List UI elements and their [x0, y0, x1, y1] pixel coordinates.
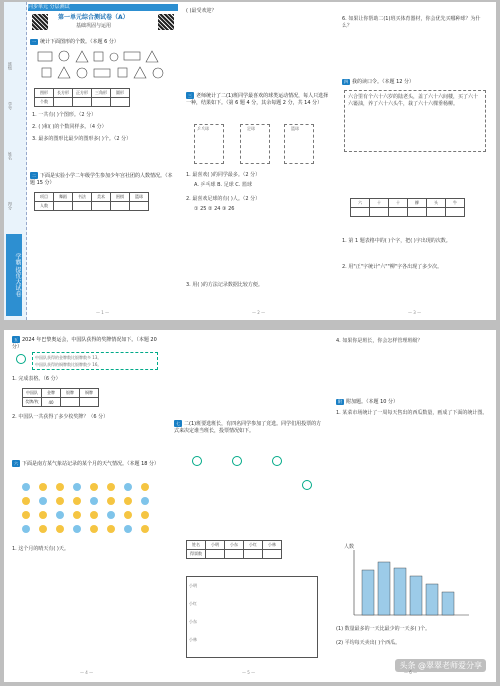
section-4-title: 六 下面是南方某气象站记录的某个月的天气情况。（本题 18 分） — [14, 461, 160, 467]
side-label-id: 学号 — [8, 102, 13, 110]
bottom-column-2 — [172, 330, 328, 682]
page-number-3: — 3 — — [408, 310, 422, 315]
extra-question-3: (2) 平均每天卖出( )个西瓜。 — [336, 640, 401, 646]
mid-question: ( )最受欢迎？ — [186, 8, 217, 14]
mid-question-2-options: ① 25 ② 24 ③ 26 — [194, 206, 235, 212]
weather-icon — [141, 497, 149, 505]
page-number-4: — 4 — — [80, 670, 94, 675]
top-column-1 — [28, 2, 178, 320]
watermark: 头条 @翠翠老师爱分享 — [395, 659, 486, 672]
weather-icon — [90, 511, 98, 519]
question-1: 1. 一共有( )个图形。（2 分） — [32, 112, 97, 118]
extra-question: 1. 某菜市场统计了一周每天售出的西瓜数量，画成了下面的统计图。 — [336, 410, 488, 416]
bottom-column-3 — [334, 330, 490, 682]
weather-icon — [107, 497, 115, 505]
question-3: 3. 最多的图形比最少的图形多( )个。（2 分） — [32, 136, 132, 142]
weather-icon — [56, 525, 64, 533]
weather-icon — [124, 497, 132, 505]
page-number-1: — 1 — — [96, 310, 110, 315]
top-column-3 — [340, 2, 492, 320]
bottom-exam-sheet — [4, 330, 496, 682]
fill-question: 1. 完成表格。（6 分） — [12, 376, 61, 382]
shapes-figure — [34, 48, 174, 84]
section-3-title: 五 2024 年巴黎奥运会，中国队获得的奖牌情况如下。（本题 20 分） — [12, 337, 157, 350]
weather-icon — [56, 511, 64, 519]
weather-icon — [90, 497, 98, 505]
extra-question-2: (1) 数量最多的一天比最少的一天多( )个。 — [336, 626, 431, 632]
tongue-twister-box — [344, 90, 486, 152]
page-number-5: — 5 — — [242, 670, 256, 675]
side-label-class: 班级 — [8, 62, 13, 70]
section-1-text: 统计下面图形的个数。（本题 6 分） — [40, 39, 119, 45]
qr-code-left — [32, 14, 48, 30]
weather-icon — [107, 483, 115, 491]
weather-icon — [124, 525, 132, 533]
weather-icon — [73, 497, 81, 505]
side-label-name: 姓名 — [8, 152, 13, 160]
right-question-2: 2. 用"正"字统计"六""柳"字各出现了多少次。 — [342, 264, 443, 270]
candidate-3-icon — [272, 456, 282, 466]
test-title: 第一单元综合测试卷（A） — [58, 14, 129, 21]
char-count-table: 六 十 十 柳 头 牛 — [350, 198, 465, 217]
right-question: 6. 如果让你帮助二(1)班买体育器材，你会优先买哪种球？为什么？ — [342, 16, 481, 29]
right-question-1: 1. 第 1 题表格中的( )个字，把( )字出现的次数。 — [342, 238, 451, 244]
page-number-2: — 2 — — [252, 310, 266, 315]
section-2-text: 下面是实验小学二年级学生参加少年宫社团的人数情况。（本题 15 分） — [30, 173, 173, 186]
weather-icon — [39, 525, 47, 533]
weather-icon — [22, 525, 30, 533]
weather-icon — [73, 483, 81, 491]
candidate-1-icon — [192, 456, 202, 466]
football-box: 足球 — [240, 124, 270, 164]
total-question: 2. 中国队一共获得了多少枚奖牌？（6 分） — [12, 414, 109, 420]
bubble-line-2: 中国队获得的铜牌数比银牌数少 16。 — [35, 362, 102, 367]
weather-icon — [22, 483, 30, 491]
weather-icon — [22, 511, 30, 519]
page-number-6: — 6 — — [404, 670, 418, 675]
weather-icon — [22, 497, 30, 505]
mid-question-1-options: A. 乒乓球 B. 足球 C. 篮球 — [194, 182, 252, 188]
pingpong-box: 乒乓球 — [194, 124, 224, 164]
vote-grid: 小明 小红 小东 小林 — [186, 576, 318, 658]
bottom-right-question: 4. 如果你是班长，你会怎样管理班级？ — [336, 338, 423, 344]
vote-table: 姓名 小明 小东 小红 小林 得票数 — [186, 540, 282, 559]
brand-label: 学霸 提优大试卷 — [6, 234, 22, 316]
weather-icon — [73, 511, 81, 519]
bar-chart — [344, 540, 474, 620]
section-2-title: 二 下面是实验小学二年级学生参加少年宫社团的人数情况。（本题 15 分） — [30, 173, 173, 186]
weather-icon — [73, 525, 81, 533]
extra-section-title: 附 附加题。（本题 10 分） — [338, 399, 399, 405]
side-binding-strip — [4, 2, 27, 320]
weather-icon — [56, 497, 64, 505]
weather-icon — [90, 483, 98, 491]
weather-icon — [124, 511, 132, 519]
shapes-count-table: 图形 长方形 正方形 三角形 圆形 个数 — [34, 88, 130, 107]
candidate-2-icon — [232, 456, 242, 466]
tongue-twister-text: 六合里有个六十六岁的陆老头，盖了六十六间楼，买了六十六篓油，养了六十六头牛，栽了六十六棵垂杨柳。 — [348, 94, 479, 107]
right-section-text: 我的读口令。（本题 12 分） — [352, 79, 415, 85]
question-2: 2. ( )和( )的个数同样多。（4 分） — [32, 124, 107, 130]
header-left: 同步单元 分层测试 — [28, 4, 178, 11]
weather-icon — [107, 525, 115, 533]
mid-question-2: 2. 最喜欢足球的有( )人。（2 分） — [186, 196, 261, 202]
weather-icon — [90, 525, 98, 533]
qr-code-right — [158, 14, 174, 30]
section-4-text: 下面是南方某气象站记录的某个月的天气情况。（本题 18 分） — [22, 461, 160, 467]
weather-question-1: 1. 这个月的晴天有( )天。 — [12, 546, 69, 552]
mid-question-1: 1. 最喜欢( )的同学最多。（2 分） — [186, 172, 261, 178]
mid-section-title: 三 老师统计了二(1)班同学最喜欢的球类运动情况，每人只选择一种，结果如下。（第 6 题 4 分，其余每题 2 分，共 14 分） — [186, 93, 329, 106]
speech-bubble — [32, 352, 158, 370]
child-avatar-icon — [16, 354, 26, 364]
weather-grid — [18, 480, 158, 540]
test-subtitle: 基础巩固与运用 — [76, 23, 112, 29]
club-table: 项目 舞蹈 书法 美术 围棋 篮球 人数 — [34, 192, 149, 211]
mid-section-text: 老师统计了二(1)班同学最喜欢的球类运动情况，每人只选择一种，结果如下。（第 6 题 4 分，其余每题 2 分，共 14 分） — [186, 93, 329, 106]
bubble-line-1: 中国队获得的金牌数比银牌数多 13。 — [35, 355, 102, 360]
section-5-text: 二(1)班要选班长，有四名同学参加了竞选。同学们用投票的方式来决定谁当班长，投票情况如下。 — [174, 421, 322, 434]
bottom-column-1 — [10, 330, 166, 682]
weather-icon — [39, 483, 47, 491]
weather-icon — [141, 483, 149, 491]
right-section-title: 四 我的读口令。（本题 12 分） — [344, 79, 415, 85]
extra-section-text: 附加题。（本题 10 分） — [346, 399, 399, 405]
chart-y-label: 人数 — [344, 544, 355, 550]
mid-question-3: 3. 用( )的方法记录数据比较方便。 — [186, 282, 263, 288]
top-column-2 — [184, 2, 334, 320]
weather-icon — [39, 511, 47, 519]
weather-icon — [56, 483, 64, 491]
weather-icon — [124, 483, 132, 491]
candidate-4-icon — [302, 480, 312, 490]
medal-table: 中国队 金牌 银牌 铜牌 奖牌/枚 40 — [22, 388, 99, 407]
basketball-box: 篮球 — [284, 124, 314, 164]
weather-icon — [107, 511, 115, 519]
side-label-score: 得分 — [8, 202, 13, 210]
weather-icon — [39, 497, 47, 505]
section-3-text: 2024 年巴黎奥运会，中国队获得的奖牌情况如下。（本题 20 分） — [12, 337, 157, 350]
top-exam-sheet — [4, 2, 496, 320]
section-5-title: 七 二(1)班要选班长，有四名同学参加了竞选。同学们用投票的方式来决定谁当班长，投票情况如下。 — [174, 421, 322, 434]
weather-icon — [141, 511, 149, 519]
section-1-title: 一 统计下面图形的个数。（本题 6 分） — [32, 39, 119, 45]
weather-icon — [141, 525, 149, 533]
